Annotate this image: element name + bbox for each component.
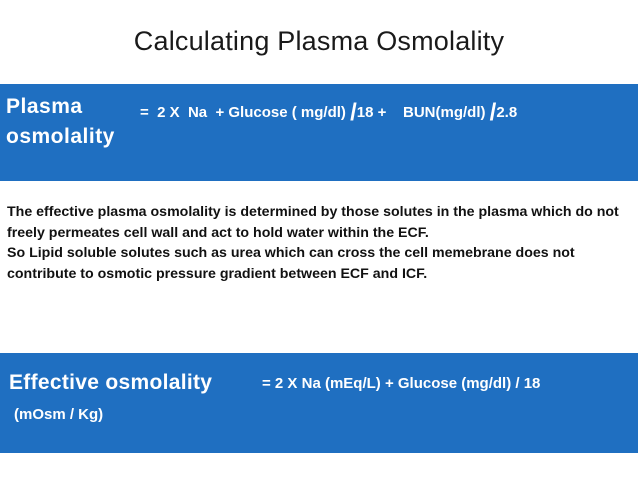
formula-part1: = 2 X Na + Glucose ( mg/dl) [140, 104, 351, 121]
formula-slash1: / [350, 99, 357, 126]
description-text [7, 202, 632, 284]
description-paragraph1: The effective plasma osmolality is determined by those solutes in the plasma which do not freely permeates cell wall and act to hold water within the ECF. [7, 204, 619, 241]
plasma-osmolality-formula [140, 96, 517, 124]
description-paragraph2: So Lipid soluble solutes such as urea which can cross the cell memebrane does not contribute to osmotic pressure gradient between ECF and ICF. [7, 245, 575, 282]
formula-slash2: / [489, 99, 497, 126]
plasma-label-line2: osmolality [6, 125, 115, 148]
effective-osmolality-band [0, 353, 638, 453]
plasma-osmolality-label [6, 92, 146, 152]
page-title: Calculating Plasma Osmolality [133, 26, 505, 56]
formula-part2: 18 + BUN(mg/dl) [356, 104, 490, 121]
plasma-osmolality-band [0, 84, 638, 181]
formula-part3: 2.8 [496, 104, 518, 121]
plasma-label-line1: Plasma [6, 95, 83, 118]
effective-osmolality-unit: (mOsm / Kg) [14, 406, 104, 423]
effective-osmolality-formula: = 2 X Na (mEq/L) + Glucose (mg/dl) / 18 [262, 375, 541, 392]
effective-osmolality-label: Effective osmolality [9, 371, 213, 394]
